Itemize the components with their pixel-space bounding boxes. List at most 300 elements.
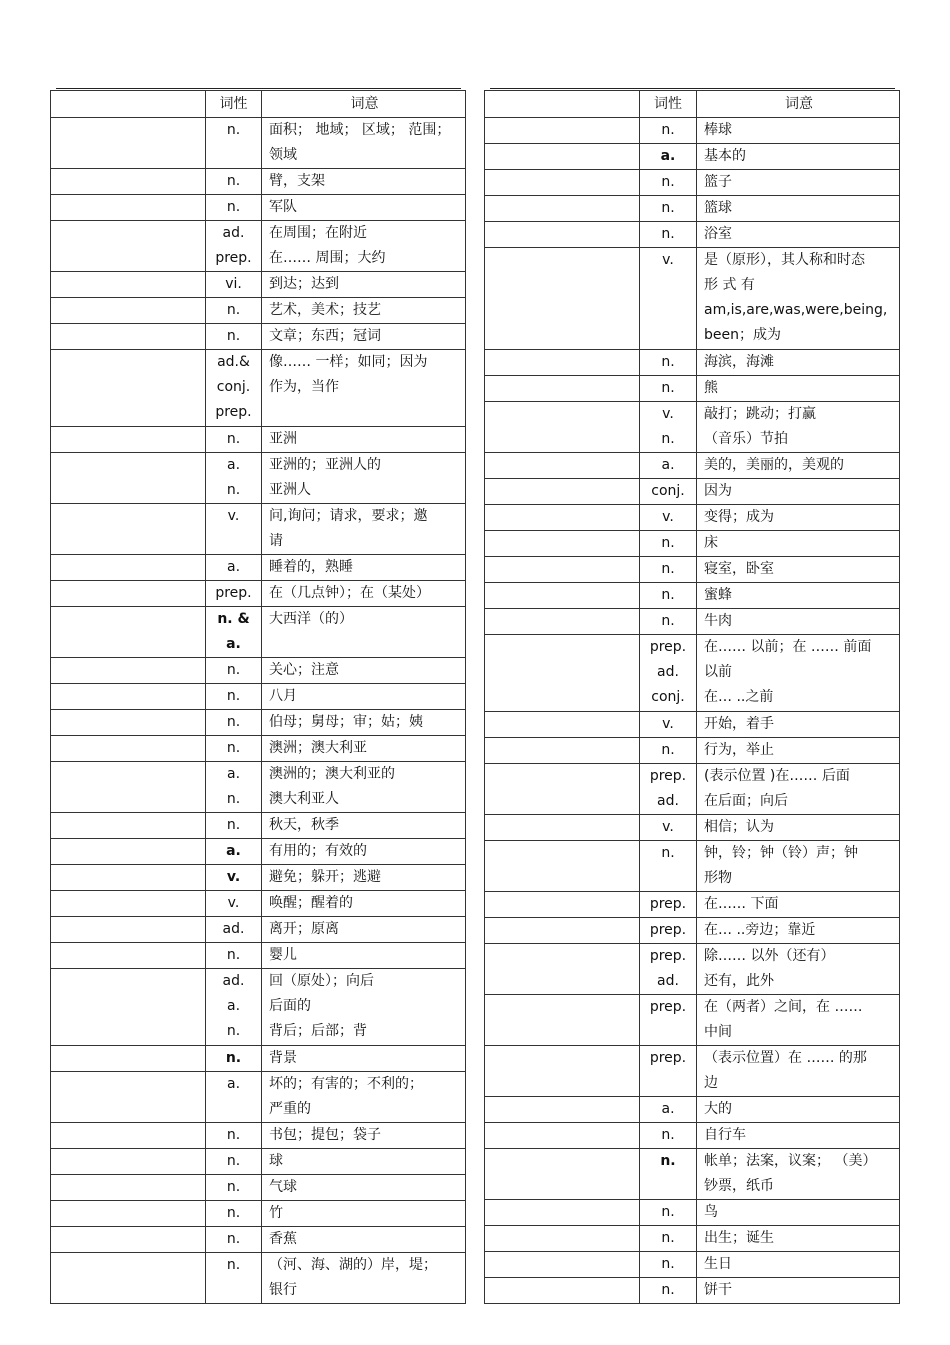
word-cell [485,196,640,222]
table-row [485,1123,900,1149]
meaning-text: 领域 [269,147,297,163]
word-cell [485,1200,640,1226]
table-row [51,427,466,453]
meaning-cell [262,1175,466,1201]
pos-label: n. [661,742,675,758]
meaning-cell [697,1097,900,1123]
meaning-text: （表示位置）在 …… 的那 [704,1050,867,1066]
meaning-text: 香蕉 [269,1231,297,1247]
pos-label: n. [661,535,675,551]
meaning-cell [697,841,900,892]
table-row [485,222,900,248]
pos-label: conj. [216,379,251,395]
table-row [51,943,466,969]
pos-cell [206,813,262,839]
pos-label: v. [662,716,674,732]
meaning-cell [697,376,900,402]
pos-label: a. [226,766,241,782]
pos-label: n. [226,173,241,189]
pos-label: n. [661,1256,675,1272]
pos-label: prep. [649,999,687,1015]
pos-cell [206,298,262,324]
pos-cell [206,658,262,684]
pos-cell [206,427,262,453]
pos-label: v. [662,819,674,835]
table-row [485,1149,900,1200]
word-cell [485,918,640,944]
pos-label: n. [225,1050,242,1066]
pos-label: n. [660,1153,676,1169]
table-row [485,764,900,815]
pos-label: vi. [225,276,242,292]
table-row [485,738,900,764]
table-row [485,1097,900,1123]
table-row [51,710,466,736]
meaning-text: 开始，着手 [704,716,774,732]
pos-cell [640,1149,697,1200]
pos-label: n. [661,431,675,447]
pos-cell [640,841,697,892]
word-cell [51,1175,206,1201]
meaning-text: 像…… 一样；如同；因为 [269,354,428,370]
meaning-cell [262,195,466,221]
meaning-cell [262,1072,466,1123]
meaning-cell [262,891,466,917]
pos-label: ad. [222,921,245,937]
meaning-cell [697,712,900,738]
meaning-cell [262,555,466,581]
word-cell [485,402,640,453]
pos-cell [206,607,262,658]
pos-cell [206,1227,262,1253]
meaning-cell [697,764,900,815]
word-cell [485,557,640,583]
word-cell [51,1227,206,1253]
word-cell [51,169,206,195]
word-cell [51,195,206,221]
table-row [51,581,466,607]
word-cell [485,144,640,170]
meaning-cell [262,865,466,891]
pos-label: a. [226,457,241,473]
word-cell [51,427,206,453]
table-row [485,712,900,738]
pos-cell [206,762,262,813]
pos-label: prep. [215,404,252,420]
word-cell [485,222,640,248]
table-row [51,917,466,943]
table-header-row [51,91,466,118]
meaning-cell [697,350,900,376]
word-cell [51,762,206,813]
pos-label: a. [226,636,241,652]
table-row [51,169,466,195]
meaning-text: 唤醒；醒着的 [269,895,353,911]
pos-label: n. [226,714,241,730]
meaning-text: 婴儿 [269,947,297,963]
pos-cell [206,710,262,736]
word-cell [51,658,206,684]
header-pos: 词性 [640,91,697,118]
meaning-cell [697,505,900,531]
pos-cell [206,504,262,555]
meaning-cell [262,762,466,813]
pos-cell [640,1200,697,1226]
meaning-cell [262,684,466,710]
meaning-text: 篮球 [704,200,732,216]
meaning-cell [697,1226,900,1252]
pos-label: conj. [651,689,685,705]
pos-cell [206,1046,262,1072]
meaning-cell [697,892,900,918]
pos-label: n. [661,354,675,370]
meaning-cell [262,736,466,762]
meaning-text: 是（原形），其人称和时态 [704,252,865,268]
pos-cell [206,684,262,710]
table-row [51,1253,466,1304]
pos-label: n. [226,1179,241,1195]
word-cell [51,324,206,350]
meaning-cell [697,402,900,453]
word-cell [51,710,206,736]
pos-label: n. [661,380,675,396]
meaning-text: 亚洲 [269,431,297,447]
meaning-cell [262,169,466,195]
pos-label: a. [226,998,241,1014]
table-row [51,1046,466,1072]
meaning-text: 问,询问；请求，要求；邀 [269,508,428,524]
pos-label: ad. [657,793,679,809]
meaning-text: 在…… 周围；大约 [269,250,386,266]
pos-label: n. [226,431,241,447]
meaning-cell [697,635,900,712]
word-cell [51,555,206,581]
pos-cell [206,1072,262,1123]
table-row [51,298,466,324]
pos-cell [206,917,262,943]
meaning-text: 鸟 [704,1204,718,1220]
table-row [51,1149,466,1175]
meaning-text: 亚洲人 [269,482,311,498]
pos-cell [640,1123,697,1149]
pos-cell [640,118,697,144]
word-cell [51,943,206,969]
meaning-cell [262,969,466,1046]
pos-label: v. [662,509,674,525]
pos-cell [206,581,262,607]
table-row [51,118,466,169]
pos-cell [206,1253,262,1304]
pos-cell [206,891,262,917]
table-row [51,813,466,839]
pos-cell [640,815,697,841]
pos-label: n. [226,302,241,318]
meaning-text: 书包；提包；袋子 [269,1127,381,1143]
word-cell [51,298,206,324]
meaning-text: am,is,are,was,were,being, [704,302,888,318]
meaning-cell [262,272,466,298]
pos-label: prep. [649,948,687,964]
table-row [51,324,466,350]
pos-label: ad. [657,973,679,989]
meaning-cell [262,581,466,607]
pos-cell [206,555,262,581]
table-row [51,762,466,813]
meaning-cell [697,531,900,557]
pos-label: ad. [222,225,245,241]
pos-label: n. [226,688,241,704]
meaning-text: 澳洲；澳大利亚 [269,740,367,756]
meaning-text: 钟，铃；钟（铃）声；钟 [704,845,858,861]
header-meaning: 词意 [697,91,900,118]
word-cell [51,891,206,917]
meaning-text: 以前 [704,664,732,680]
pos-label: n. [661,226,675,242]
pos-cell [640,712,697,738]
table-row [51,1227,466,1253]
word-cell [51,969,206,1046]
pos-cell [640,635,697,712]
word-cell [485,712,640,738]
pos-label: n. [226,662,241,678]
table-row [485,1200,900,1226]
pos-label: n. [661,1230,675,1246]
word-cell [51,1253,206,1304]
word-cell [485,892,640,918]
pos-label: prep. [649,768,687,784]
meaning-cell [697,995,900,1046]
vocab-table-right [484,90,900,1304]
meaning-text: 自行车 [704,1127,746,1143]
word-cell [51,1149,206,1175]
word-cell [485,350,640,376]
table-row [485,995,900,1046]
table-row [51,736,466,762]
pos-label: ad.& [217,354,250,370]
meaning-cell [262,427,466,453]
word-cell [51,350,206,427]
meaning-text: 避免；躲开；逃避 [269,869,381,885]
meaning-cell [262,839,466,865]
word-cell [485,1226,640,1252]
meaning-cell [262,1046,466,1072]
pos-cell [640,764,697,815]
pos-cell [206,1175,262,1201]
meaning-cell [262,813,466,839]
pos-cell [640,1046,697,1097]
word-cell [485,995,640,1046]
vocab-table-right-body [485,91,900,1304]
word-cell [51,453,206,504]
word-cell [51,1201,206,1227]
meaning-text: 坏的；有害的；不利的； [269,1076,423,1092]
pos-label: prep. [649,1050,687,1066]
word-cell [485,505,640,531]
meaning-cell [262,917,466,943]
word-cell [51,118,206,169]
word-cell [51,839,206,865]
meaning-text: 蜜蜂 [704,587,732,603]
pos-label: v. [226,869,241,885]
meaning-text: 棒球 [704,122,732,138]
meaning-text: 在…… 以前；在 …… 前面 [704,639,872,655]
pos-label: a. [661,1101,675,1117]
meaning-cell [697,170,900,196]
meaning-text: 相信；认为 [704,819,774,835]
pos-cell [640,1278,697,1304]
pos-label: n. [226,740,241,756]
word-cell [485,764,640,815]
pos-label: n. [661,587,675,603]
meaning-text: 离开；原离 [269,921,339,937]
pos-label: a. [226,1076,241,1092]
word-cell [51,1123,206,1149]
table-row [51,350,466,427]
meaning-cell [262,943,466,969]
meaning-text: 竹 [269,1205,283,1221]
pos-label: n. [661,613,675,629]
pos-cell [640,479,697,505]
header-word-cell [51,91,206,118]
meaning-cell [262,710,466,736]
meaning-cell [262,1149,466,1175]
meaning-cell [697,144,900,170]
meaning-text: 背后；后部；背 [269,1023,367,1039]
table-row [51,1201,466,1227]
meaning-cell [262,1201,466,1227]
pos-label: n. [226,482,241,498]
meaning-cell [262,453,466,504]
meaning-cell [697,1149,900,1200]
pos-label: n. [226,1127,241,1143]
meaning-text: 中间 [704,1024,732,1040]
meaning-cell [697,479,900,505]
meaning-text: 面积； 地域； 区域； 范围； [269,122,451,138]
word-cell [485,248,640,350]
word-cell [485,1278,640,1304]
meaning-text: 在…… 下面 [704,896,779,912]
pos-label: n. [226,1257,241,1273]
word-cell [485,635,640,712]
table-row [485,815,900,841]
meaning-text: 球 [269,1153,283,1169]
meaning-text: 臂，支架 [269,173,325,189]
meaning-cell [262,607,466,658]
header-pos: 词性 [206,91,262,118]
meaning-cell [262,298,466,324]
pos-cell [206,324,262,350]
pos-label: n. [661,200,675,216]
table-row [51,272,466,298]
word-cell [485,1149,640,1200]
meaning-text: 寝室，卧室 [704,561,774,577]
table-row [485,841,900,892]
vocab-table-left-body [51,91,466,1304]
table-row [51,839,466,865]
pos-label: prep. [649,639,687,655]
pos-label: n. [226,1023,241,1039]
table-row [485,1278,900,1304]
meaning-cell [697,118,900,144]
table-row [485,248,900,350]
word-cell [51,607,206,658]
pos-cell [640,609,697,635]
meaning-text: 秋天，秋季 [269,817,339,833]
pos-cell [640,557,697,583]
table-row [485,583,900,609]
table-row [51,555,466,581]
meaning-cell [697,815,900,841]
word-cell [485,531,640,557]
table-row [485,170,900,196]
word-cell [51,1046,206,1072]
meaning-cell [697,1046,900,1097]
pos-cell [640,995,697,1046]
meaning-text: 行为，举止 [704,742,774,758]
meaning-cell [262,1227,466,1253]
table-row [51,504,466,555]
pos-cell [640,196,697,222]
pos-label: a. [661,457,675,473]
meaning-text: 生日 [704,1256,732,1272]
pos-cell [206,169,262,195]
meaning-text: 出生；诞生 [704,1230,774,1246]
pos-cell [206,272,262,298]
pos-label: conj. [651,483,685,499]
table-row [485,505,900,531]
meaning-text: (表示位置 )在…… 后面 [704,768,850,784]
meaning-cell [697,918,900,944]
word-cell [485,944,640,995]
meaning-text: 艺术，美术；技艺 [269,302,381,318]
pos-cell [640,376,697,402]
pos-label: a. [226,559,241,575]
table-row [485,635,900,712]
meaning-text: 在（几点钟）；在（某处） [269,585,430,601]
meaning-text: 浴室 [704,226,732,242]
table-row [485,1252,900,1278]
meaning-cell [697,557,900,583]
pos-label: n. [661,174,675,190]
word-cell [485,1123,640,1149]
meaning-text: 气球 [269,1179,297,1195]
meaning-text: 还有，此外 [704,973,774,989]
meaning-text: 篮子 [704,174,732,190]
pos-label: n. [226,328,241,344]
table-row [51,891,466,917]
meaning-cell [262,324,466,350]
word-cell [51,865,206,891]
meaning-text: （河、海、湖的）岸，堤； [269,1257,437,1273]
table-row [51,969,466,1046]
pos-label: v. [227,508,240,524]
word-cell [485,118,640,144]
pos-label: n. [226,1205,241,1221]
pos-label: n. [661,1282,675,1298]
pos-label: prep. [215,585,252,601]
pos-label: prep. [649,896,687,912]
meaning-text: 关心；注意 [269,662,339,678]
pos-cell [640,350,697,376]
word-cell [51,736,206,762]
word-cell [51,221,206,272]
table-row [485,1046,900,1097]
meaning-text: 文章；东西；冠词 [269,328,381,344]
pos-label: n. [226,817,241,833]
meaning-cell [262,1253,466,1304]
table-row [51,1123,466,1149]
header-meaning: 词意 [262,91,466,118]
